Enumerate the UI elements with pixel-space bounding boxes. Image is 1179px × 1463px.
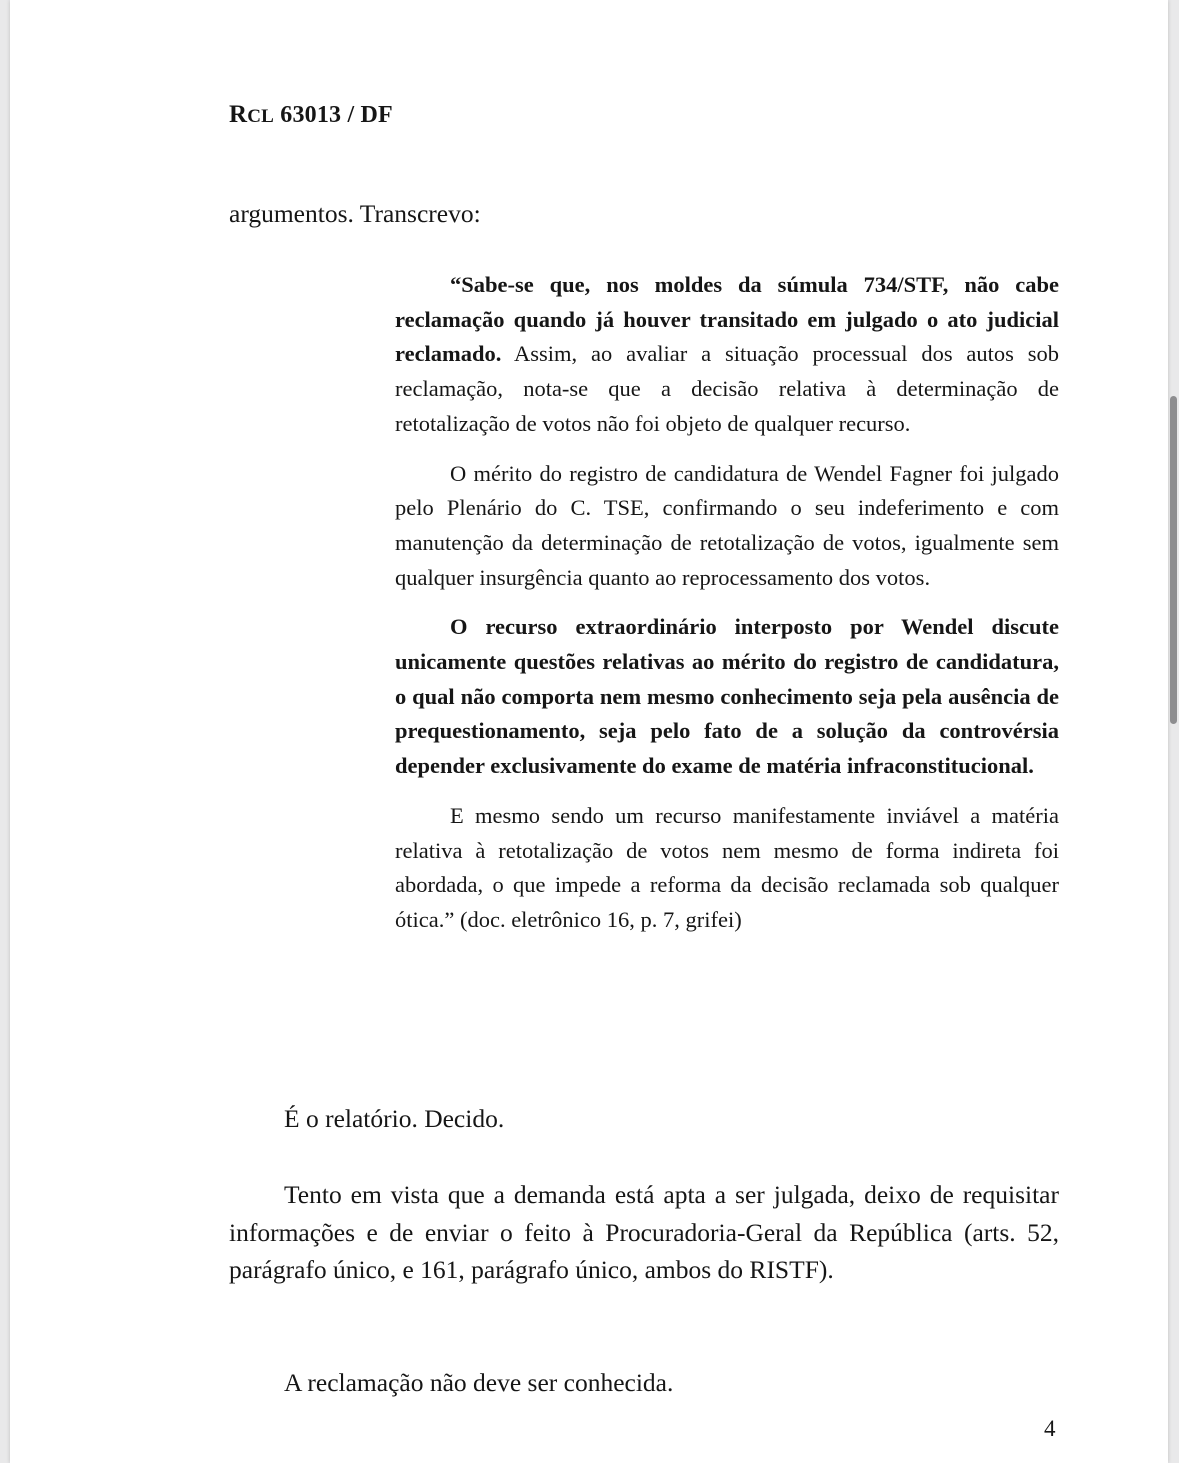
scrollbar[interactable] [1168, 0, 1179, 1463]
quote-paragraph-4: E mesmo sendo um recurso manifestamente inviável a matéria relativa à retotalização de votos nem mesmo de forma indireta foi abordada, o que impede a reforma da decisão reclamada sob qualquer ótica.” (doc. eletrônico 16, p. 7, grifei) [395, 802, 1059, 932]
block-quote [395, 268, 1059, 953]
intro-text: argumentos. Transcrevo: [229, 199, 481, 228]
report-line: É o relatório. Decido. [284, 1104, 505, 1133]
quote-p3-bold: O recurso extraordinário interposto por Wendel discute unicamente questões relativas ao mérito do registro de candidatura, o qual não comporta nem mesmo conhecimento seja pela ausência de prequestionamento, seja pelo fato de a solução da controvérsia depender exclusivamente do exame de matéria infraconstitucional. [395, 614, 1059, 779]
case-prefix-rest: CL [247, 106, 275, 127]
conclusion-line: A reclamação não deve ser conhecida. [284, 1368, 674, 1397]
page-number: 4 [1044, 1416, 1056, 1441]
scrollbar-thumb[interactable] [1170, 396, 1177, 724]
quote-open-mark: “ [450, 272, 462, 297]
quote-p1-bold: Sabe-se que, nos moldes da súmula 734/STF, não cabe reclamação quando já houver transitado em julgado o ato judicial reclamado. [395, 272, 1059, 367]
quote-paragraph-3 [395, 610, 1059, 784]
quote-p1-rest: Assim, ao avaliar a situação processual dos autos sob reclamação, nota-se que a decisão relativa à determinação de retotalização de votos não foi objeto de qualquer recurso. [395, 341, 1059, 436]
case-prefix-initial: R [229, 101, 248, 128]
case-header [229, 101, 393, 129]
case-number: 63013 / DF [274, 102, 393, 128]
quote-paragraph-2: O mérito do registro de candidatura de Wendel Fagner foi julgado pelo Plenário do C. TSE, confirmando o seu indeferimento e com manutenção da determinação de retotalização de votos, igualmente sem qualquer insurgência quanto ao reprocessamento dos votos. [395, 460, 1059, 590]
document-page [10, 0, 1168, 1463]
quote-paragraph-1 [395, 268, 1059, 442]
decision-paragraph: Tento em vista que a demanda está apta a ser julgada, deixo de requisitar informações e de enviar o feito à Procuradoria-Geral da República (arts. 52, parágrafo único, e 161, parágrafo único, ambos do RISTF). [229, 1180, 1059, 1284]
